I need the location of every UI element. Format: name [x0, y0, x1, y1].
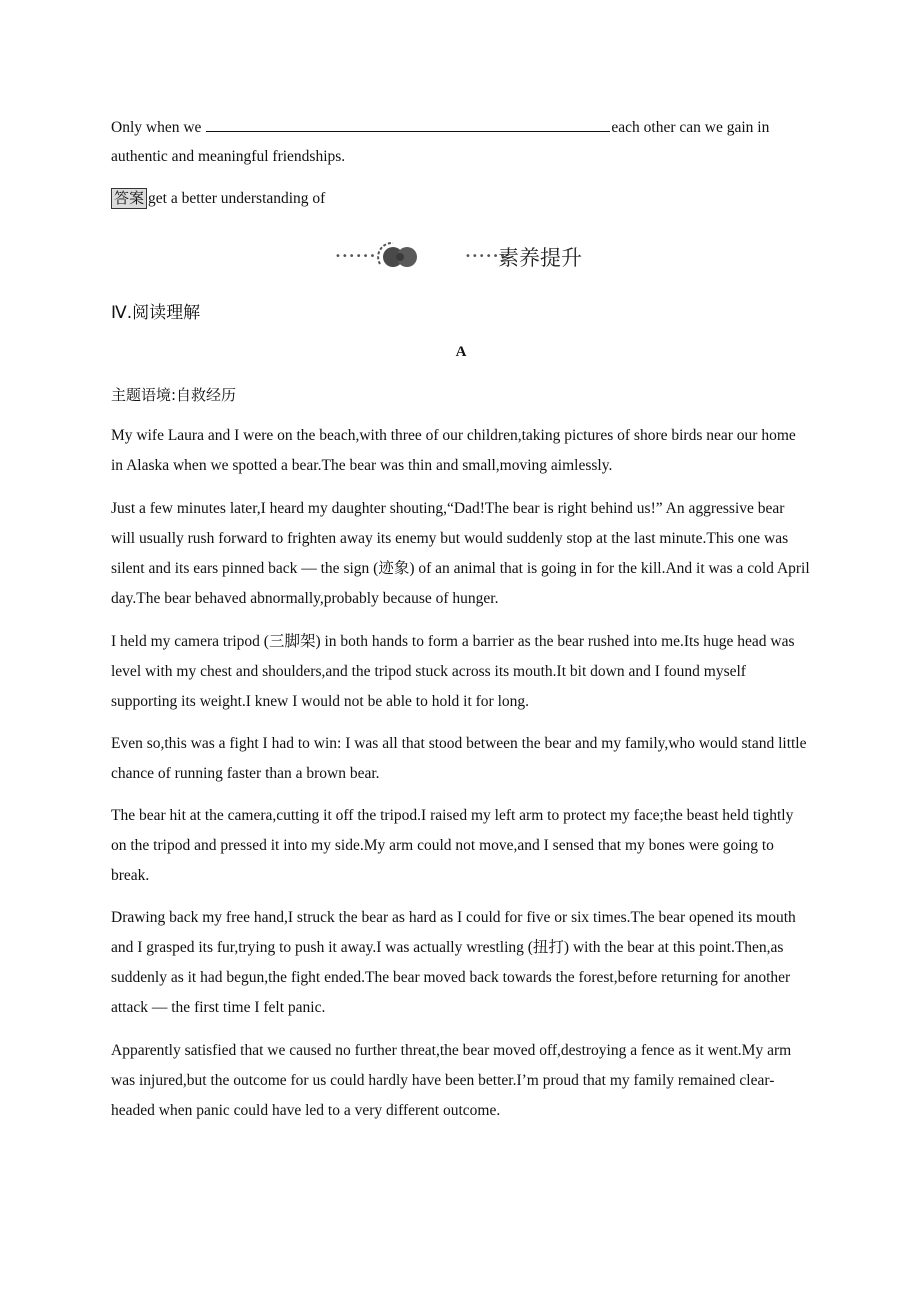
banner-dots-right: •••••• — [465, 251, 507, 262]
paragraph-3: I held my camera tripod (三脚架) in both hands to form a barrier as the bear rushed into me.Its huge head was level with my chest and shoulders,and the tripod stuck across its mouth.It bit down and I found myself supporting its weight.I knew I would not be able to hold it for long. — [111, 633, 795, 710]
banner-dots-left: •••••• — [335, 251, 377, 262]
passage-label: A — [455, 344, 467, 360]
paragraph-5: The bear hit at the camera,cutting it off the tripod.I raised my left arm to protect my face;the beast held tightly on the tripod and pressed it into my side.My arm could not move,and I sensed that my bones were going to break. — [111, 807, 794, 884]
fill-in-sentence — [111, 117, 769, 138]
section-heading: Ⅳ.阅读理解 — [111, 303, 201, 323]
sentence-start: Only when we — [111, 119, 202, 136]
answer-blank — [206, 117, 610, 132]
theme-context: 主题语境:自救经历 — [111, 386, 237, 404]
double-circle-icon — [371, 238, 423, 272]
banner-title: 素养提升 — [498, 246, 582, 270]
paragraph-6: Drawing back my free hand,I struck the bear as hard as I could for five or six times.The bear opened its mouth and I grasped its fur,trying to push it away.I was actually wrestling (扭打) with the bear at this point.Then,as suddenly as it had begun,the fight ended.The bear moved back towards the forest,before returning for another attack — the first time I felt panic. — [111, 909, 796, 1016]
sentence-end: each other can we gain in — [611, 119, 770, 136]
sentence-continuation: authentic and meaningful friendships. — [111, 148, 346, 165]
paragraph-2: Just a few minutes later,I heard my daughter shouting,“Dad!The bear is right behind us!” An aggressive bear will usually rush forward to frighten away its enemy but would suddenly stop at the last minute.This one was silent and its ears pinned back — the sign (迹象) of an animal that is going in for the kill.And it was a cold April day.The bear behaved abnormally,probably because of hunger. — [111, 500, 810, 607]
section-banner — [335, 236, 595, 276]
paragraph-1: My wife Laura and I were on the beach,with three of our children,taking pictures of shore birds near our home in Alaska when we spotted a bear.The bear was thin and small,moving aimlessly. — [111, 427, 796, 474]
paragraph-7: Apparently satisfied that we caused no further threat,the bear moved off,destroying a fence as it went.My arm was injured,but the outcome for us could hardly have been better.I’m proud that my family remained clear-headed when panic could have led to a very different outcome. — [111, 1042, 792, 1119]
paragraph-4: Even so,this was a fight I had to win: I was all that stood between the bear and my family,who would stand little chance of running faster than a brown bear. — [111, 735, 807, 782]
answer-text: get a better understanding of — [148, 189, 326, 207]
answer-row — [111, 188, 325, 209]
answer-tag[interactable]: 答案 — [111, 188, 147, 209]
